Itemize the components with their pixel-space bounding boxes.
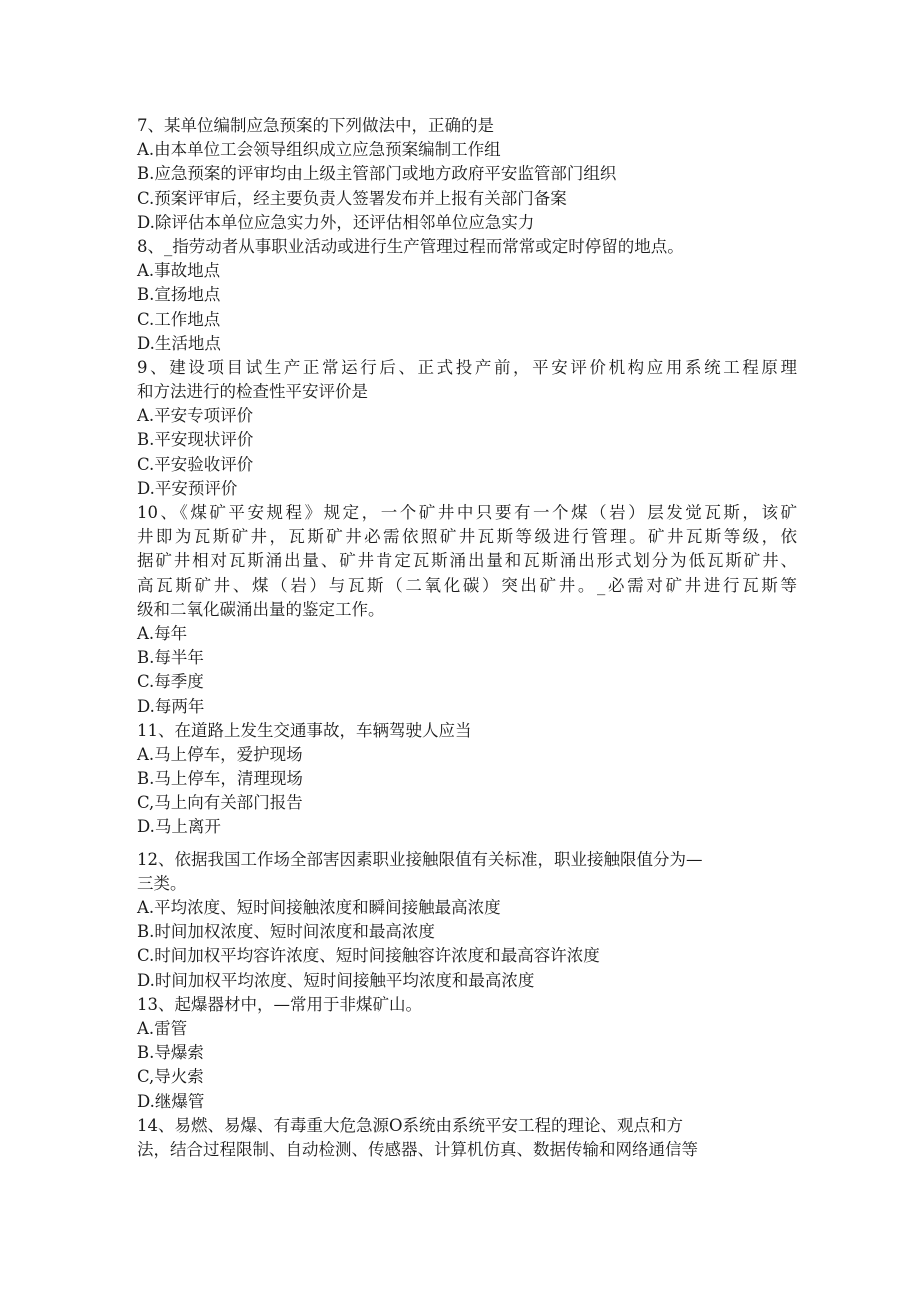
question-14 — [137, 1114, 797, 1162]
option-b: B.导爆索 — [137, 1043, 204, 1063]
question-7 — [137, 114, 797, 235]
question-stem-continued: 和方法进行的检查性平安评价是 — [137, 382, 368, 402]
question-stem-continued: 高瓦斯矿井、煤（岩）与瓦斯（二氧化碳）突出矿井。_必需对矿井进行瓦斯等 — [137, 575, 797, 595]
option-d: D.平安预评价 — [137, 478, 238, 498]
question-stem: 12、依据我国工作场全部害因素职业接触限值有关标准，职业接触限值分为— — [137, 849, 703, 869]
question-12 — [137, 848, 797, 993]
document-body — [137, 114, 797, 1162]
option-c: C,马上向有关部门报告 — [137, 793, 303, 813]
option-c: C.预案评审后，经主要负责人签署发布并上报有关部门备案 — [137, 188, 567, 208]
question-10 — [137, 501, 797, 719]
option-b: B.应急预案的评审均由上级主管部门或地方政府平安监管部门组织 — [137, 164, 617, 184]
question-13 — [137, 993, 797, 1114]
option-c: C.时间加权平均容许浓度、短时间接触容许浓度和最高容许浓度 — [137, 946, 600, 966]
option-c: C,导火索 — [137, 1067, 204, 1087]
option-a: A.平均浓度、短时间接触浓度和瞬间接触最高浓度 — [137, 898, 501, 917]
option-a: A.马上停车，爱护现场 — [137, 744, 303, 764]
option-b: B.宣扬地点 — [137, 285, 221, 305]
option-a: A.平安专项评价 — [137, 406, 254, 426]
option-b: B.马上停车，清理现场 — [137, 769, 303, 789]
option-b: B.平安现状评价 — [137, 430, 254, 450]
option-c: C.工作地点 — [137, 309, 221, 329]
question-stem: 13、起爆器材中，—常用于非煤矿山。 — [137, 994, 422, 1014]
option-d: D.每两年 — [137, 696, 205, 716]
option-c: C.平安验收评价 — [137, 454, 254, 474]
question-stem-continued: 据矿井相对瓦斯涌出量、矿井肯定瓦斯涌出量和瓦斯涌出形式划分为低瓦斯矿井、 — [137, 551, 797, 571]
option-b: B.时间加权浓度、短时间浓度和最高浓度 — [137, 922, 435, 942]
question-stem-continued: 三类。 — [137, 873, 187, 893]
option-b: B.每半年 — [137, 648, 204, 668]
option-d: D.生活地点 — [137, 333, 221, 353]
option-d: D.时间加权平均浓度、短时间接触平均浓度和最高浓度 — [137, 970, 535, 990]
option-a: A.事故地点 — [137, 261, 221, 281]
question-stem-continued: 井即为瓦斯矿井，瓦斯矿井必需依照矿井瓦斯等级进行管理。矿井瓦斯等级，依 — [137, 527, 797, 547]
question-stem: 11、在道路上发生交通事故，车辆驾驶人应当 — [137, 720, 472, 740]
question-stem: 10、《煤矿平安规程》规定，一个矿井中只要有一个煤（岩）层发觉瓦斯，该矿 — [137, 503, 797, 522]
question-stem: 9、建设项目试生产正常运行后、正式投产前，平安评价机构应用系统工程原理 — [137, 357, 797, 377]
option-a: A.每年 — [137, 623, 188, 643]
option-a: A.雷管 — [137, 1018, 188, 1038]
option-d: D.马上离开 — [137, 817, 221, 837]
question-stem-continued: 级和二氧化碳涌出量的鉴定工作。 — [137, 599, 385, 619]
question-11 — [137, 719, 797, 840]
option-d: D.继爆管 — [137, 1091, 205, 1111]
option-c: C.每季度 — [137, 672, 204, 692]
question-9 — [137, 356, 797, 501]
question-stem: 7、某单位编制应急预案的下列做法中，正确的是 — [137, 116, 494, 135]
question-stem: 8、_指劳动者从事职业活动或进行生产管理过程而常常或定时停留的地点。 — [137, 236, 684, 256]
option-a: A.由本单位工会领导组织成立应急预案编制工作组 — [137, 140, 501, 160]
question-8 — [137, 235, 797, 356]
question-stem-continued: 法，结合过程限制、自动检测、传感器、计算机仿真、数据传输和网络通信等 — [137, 1139, 698, 1159]
option-d: D.除评估本单位应急实力外，还评估相邻单位应急实力 — [137, 212, 535, 232]
question-stem: 14、易燃、易爆、有毒重大危急源O系统由系统平安工程的理论、观点和方 — [137, 1115, 684, 1135]
